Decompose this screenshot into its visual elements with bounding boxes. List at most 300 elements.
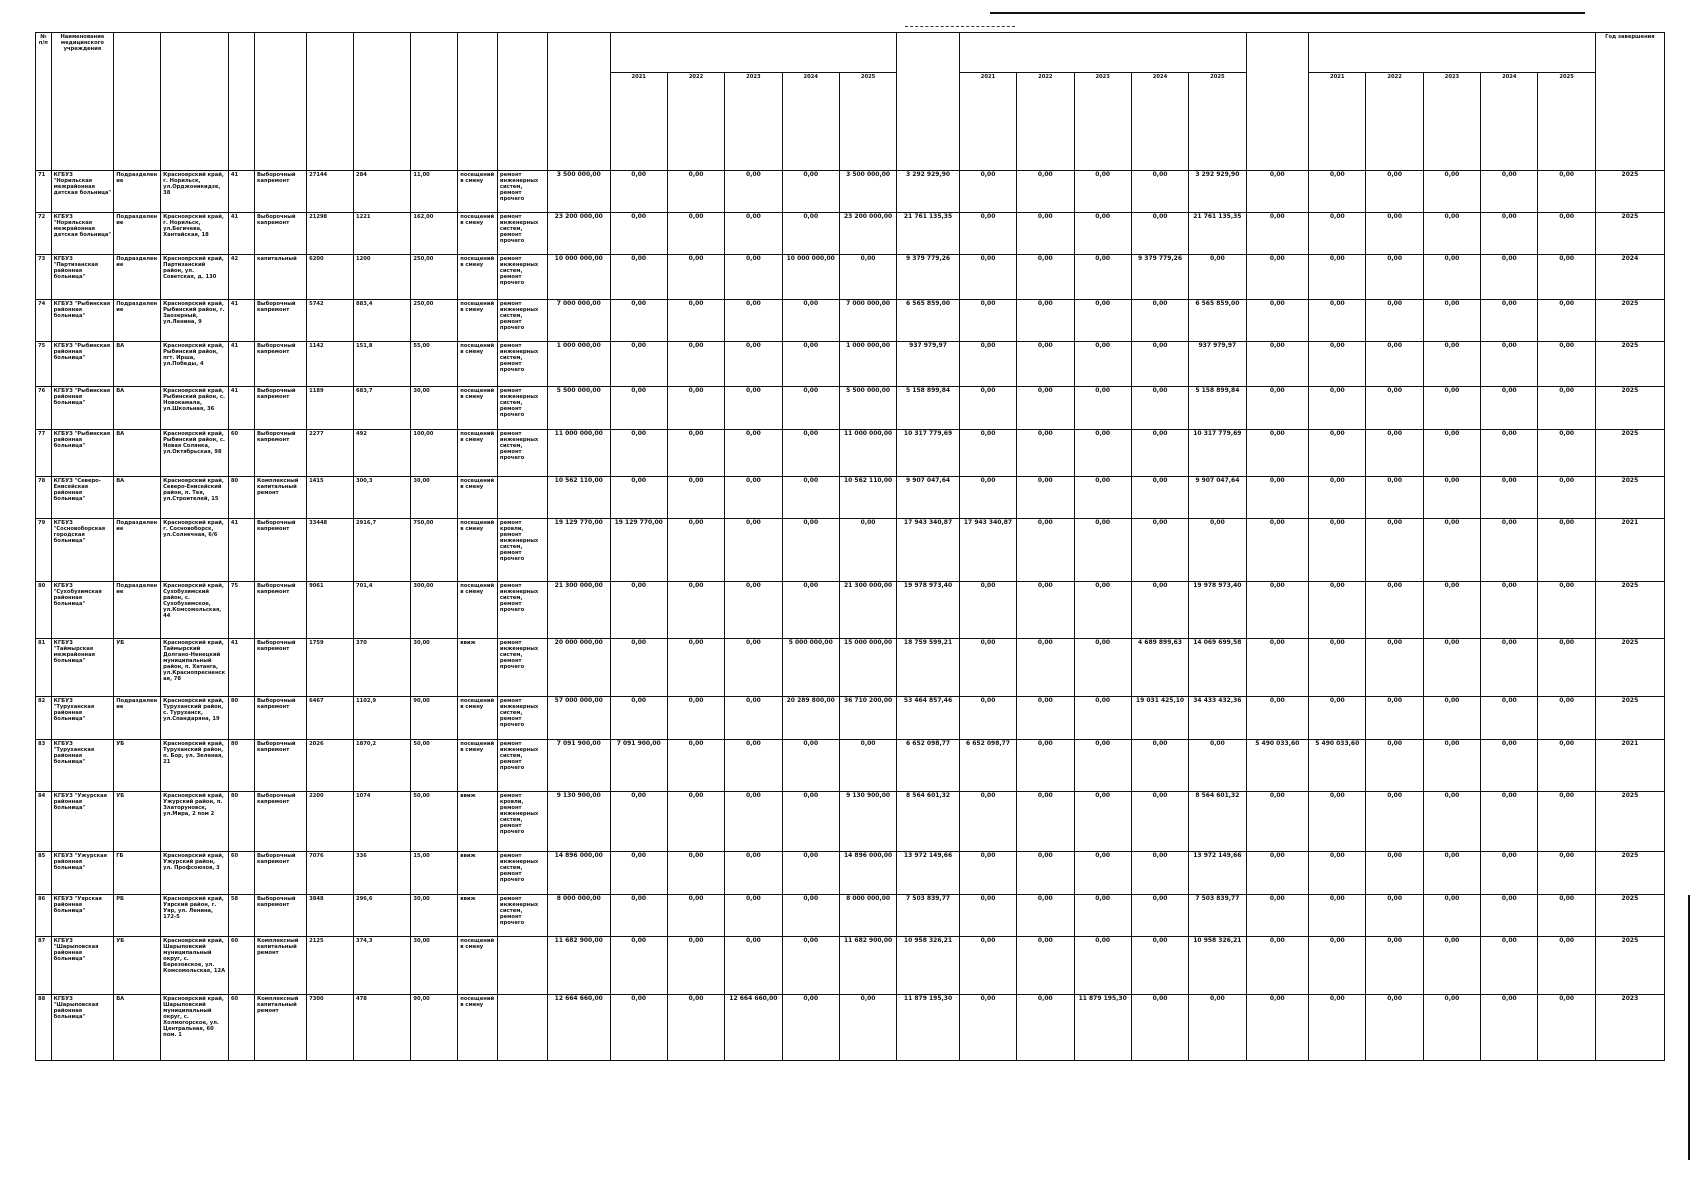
placement-type: УБ <box>114 740 161 792</box>
regional-2024: 0,00 <box>1481 342 1538 387</box>
power-unit: посещений в смену <box>458 213 498 255</box>
regional-cost: 0,00 <box>1246 582 1309 639</box>
regional-cost: 0,00 <box>1246 895 1309 937</box>
regional-2021: 0,00 <box>1309 792 1366 852</box>
federal-2024: 0,00 <box>1131 477 1188 519</box>
regional-2022: 0,00 <box>1366 792 1423 852</box>
hdr-power <box>411 33 458 171</box>
federal-2024: 0,00 <box>1131 171 1188 213</box>
regional-2024: 0,00 <box>1481 639 1538 697</box>
budget-2022: 0,00 <box>667 213 724 255</box>
federal-2022: 0,00 <box>1017 937 1074 995</box>
regional-2025: 0,00 <box>1538 255 1595 300</box>
row-number: 79 <box>36 519 52 582</box>
institution-name: КГБУЗ "Туруханская районная больница" <box>51 740 114 792</box>
federal-2021: 0,00 <box>959 792 1016 852</box>
budget-2021: 19 129 770,00 <box>610 519 667 582</box>
regional-2024: 0,00 <box>1481 582 1538 639</box>
regional-2023: 0,00 <box>1423 740 1480 792</box>
budget-2022: 0,00 <box>667 895 724 937</box>
regional-cost: 0,00 <box>1246 519 1309 582</box>
federal-2022: 0,00 <box>1017 639 1074 697</box>
repair-type: Выборочный капремонт <box>254 430 306 477</box>
hdr-area <box>354 33 411 171</box>
wear-percent: 41 <box>228 171 254 213</box>
federal-2024: 0,00 <box>1131 300 1188 342</box>
regional-2022: 0,00 <box>1366 582 1423 639</box>
regional-2022: 0,00 <box>1366 937 1423 995</box>
federal-2024: 0,00 <box>1131 792 1188 852</box>
federal-2024: 19 031 425,10 <box>1131 697 1188 740</box>
federal-2022: 0,00 <box>1017 697 1074 740</box>
regional-2021: 0,00 <box>1309 477 1366 519</box>
year-head: 2021 <box>959 73 1016 171</box>
regional-2021: 0,00 <box>1309 697 1366 740</box>
federal-cost: 11 879 195,30 <box>897 995 960 1061</box>
federal-2023: 0,00 <box>1074 582 1131 639</box>
object-power: 50,00 <box>411 740 458 792</box>
federal-2025: 937 979,97 <box>1189 342 1246 387</box>
budget-2021: 0,00 <box>610 300 667 342</box>
object-power: 50,00 <box>411 792 458 852</box>
object-area: 1102,9 <box>354 697 411 740</box>
regional-2021: 0,00 <box>1309 937 1366 995</box>
federal-2023: 0,00 <box>1074 697 1131 740</box>
planned-cost: 7 000 000,00 <box>547 300 610 342</box>
planned-cost: 10 000 000,00 <box>547 255 610 300</box>
object-power: 250,00 <box>411 300 458 342</box>
placement-type: УБ <box>114 937 161 995</box>
placement-type: Подразделение <box>114 582 161 639</box>
institution-name: КГБУЗ "Ужурская районная больница" <box>51 852 114 895</box>
budget-2025: 36 710 200,00 <box>839 697 896 740</box>
regional-2022: 0,00 <box>1366 430 1423 477</box>
federal-cost: 6 565 859,00 <box>897 300 960 342</box>
regional-2025: 0,00 <box>1538 895 1595 937</box>
regional-2025: 0,00 <box>1538 995 1595 1061</box>
wear-percent: 60 <box>228 430 254 477</box>
end-year: 2025 <box>1595 213 1664 255</box>
repair-type: Выборочный капремонт <box>254 342 306 387</box>
object-address: Красноярский край, г. Норильск, ул.Орджоникидзе, 38 <box>161 171 229 213</box>
regional-2022: 0,00 <box>1366 697 1423 740</box>
planned-cost: 21 300 000,00 <box>547 582 610 639</box>
year-head: 2023 <box>725 73 782 171</box>
regional-2021: 0,00 <box>1309 300 1366 342</box>
federal-2022: 0,00 <box>1017 477 1074 519</box>
table-row <box>36 792 1665 852</box>
wear-percent: 41 <box>228 387 254 430</box>
object-area: 883,4 <box>354 300 411 342</box>
federal-2023: 0,00 <box>1074 519 1131 582</box>
budget-2024: 0,00 <box>782 582 839 639</box>
federal-cost: 7 503 839,77 <box>897 895 960 937</box>
federal-2023: 0,00 <box>1074 477 1131 519</box>
federal-2021: 0,00 <box>959 255 1016 300</box>
regional-2023: 0,00 <box>1423 213 1480 255</box>
regional-2024: 0,00 <box>1481 895 1538 937</box>
placement-type: ВА <box>114 477 161 519</box>
budget-2024: 20 289 800,00 <box>782 697 839 740</box>
work-list: ремонт инженерных систем, ремонт прочего <box>497 255 547 300</box>
federal-2022: 0,00 <box>1017 387 1074 430</box>
regional-2022: 0,00 <box>1366 300 1423 342</box>
table-row <box>36 740 1665 792</box>
power-unit: ввиж <box>458 792 498 852</box>
budget-2024: 0,00 <box>782 430 839 477</box>
federal-cost: 19 978 973,40 <box>897 582 960 639</box>
federal-2022: 0,00 <box>1017 171 1074 213</box>
wear-percent: 42 <box>228 255 254 300</box>
end-year: 2025 <box>1595 639 1664 697</box>
regional-2025: 0,00 <box>1538 582 1595 639</box>
table-row <box>36 171 1665 213</box>
row-number: 87 <box>36 937 52 995</box>
planned-cost: 8 000 000,00 <box>547 895 610 937</box>
federal-2021: 0,00 <box>959 300 1016 342</box>
federal-2024: 0,00 <box>1131 430 1188 477</box>
federal-2022: 0,00 <box>1017 895 1074 937</box>
power-unit: посещений в смену <box>458 477 498 519</box>
object-address: Красноярский край, г. Норильск, ул.Бегичева, Хантайская, 18 <box>161 213 229 255</box>
federal-2025: 9 907 047,64 <box>1189 477 1246 519</box>
budget-2022: 0,00 <box>667 852 724 895</box>
power-unit: посещений в смену <box>458 519 498 582</box>
power-unit: посещений в смену <box>458 342 498 387</box>
wear-percent: 41 <box>228 300 254 342</box>
power-unit: посещений в смену <box>458 740 498 792</box>
federal-cost: 6 652 098,77 <box>897 740 960 792</box>
planned-cost: 12 664 660,00 <box>547 995 610 1061</box>
federal-2022: 0,00 <box>1017 852 1074 895</box>
federal-2025: 0,00 <box>1189 740 1246 792</box>
institution-name: КГБУЗ "Сухобузимская районная больница" <box>51 582 114 639</box>
budget-2022: 0,00 <box>667 430 724 477</box>
wear-percent: 75 <box>228 582 254 639</box>
federal-2025: 19 978 973,40 <box>1189 582 1246 639</box>
regional-2024: 0,00 <box>1481 387 1538 430</box>
hdr-unit <box>458 33 498 171</box>
year-head: 2022 <box>1017 73 1074 171</box>
budget-2021: 7 091 900,00 <box>610 740 667 792</box>
hdr-wear <box>228 33 254 171</box>
object-power: 30,00 <box>411 387 458 430</box>
regional-2021: 0,00 <box>1309 430 1366 477</box>
federal-2021: 0,00 <box>959 995 1016 1061</box>
year-head: 2021 <box>610 73 667 171</box>
regional-cost: 0,00 <box>1246 639 1309 697</box>
building-volume: 5742 <box>307 300 354 342</box>
building-volume: 6467 <box>307 697 354 740</box>
federal-2021: 0,00 <box>959 477 1016 519</box>
federal-cost: 937 979,97 <box>897 342 960 387</box>
regional-cost: 0,00 <box>1246 171 1309 213</box>
object-power: 30,00 <box>411 639 458 697</box>
federal-2022: 0,00 <box>1017 582 1074 639</box>
object-area: 370 <box>354 639 411 697</box>
building-volume: 2026 <box>307 740 354 792</box>
institution-name: КГБУЗ "Рыбинская районная больница" <box>51 342 114 387</box>
table-row <box>36 430 1665 477</box>
object-address: Красноярский край, Рыбинский район, с. Новая Солянка, ул.Октябрьская, 98 <box>161 430 229 477</box>
federal-cost: 9 907 047,64 <box>897 477 960 519</box>
budget-2025: 21 300 000,00 <box>839 582 896 639</box>
regional-2021: 0,00 <box>1309 342 1366 387</box>
row-number: 85 <box>36 852 52 895</box>
budget-2023: 0,00 <box>725 213 782 255</box>
regional-cost: 0,00 <box>1246 387 1309 430</box>
power-unit: посещений в смену <box>458 255 498 300</box>
row-number: 76 <box>36 387 52 430</box>
year-head: 2024 <box>1131 73 1188 171</box>
regional-2021: 0,00 <box>1309 852 1366 895</box>
hdr-volume <box>307 33 354 171</box>
table-row <box>36 582 1665 639</box>
object-power: 300,00 <box>411 582 458 639</box>
wear-percent: 41 <box>228 342 254 387</box>
work-list <box>497 937 547 995</box>
regional-2024: 0,00 <box>1481 255 1538 300</box>
object-address: Красноярский край, Ужурский район, ул. Профсоюзов, 3 <box>161 852 229 895</box>
renovation-table <box>35 32 1665 1061</box>
federal-2021: 0,00 <box>959 582 1016 639</box>
table-row <box>36 697 1665 740</box>
object-area: 1221 <box>354 213 411 255</box>
federal-2025: 13 972 149,66 <box>1189 852 1246 895</box>
repair-type: капитальный <box>254 255 306 300</box>
work-list: ремонт инженерных систем, ремонт прочего <box>497 387 547 430</box>
building-volume: 6200 <box>307 255 354 300</box>
federal-2021: 0,00 <box>959 639 1016 697</box>
end-year: 2025 <box>1595 430 1664 477</box>
federal-cost: 21 761 135,35 <box>897 213 960 255</box>
budget-2023: 0,00 <box>725 300 782 342</box>
federal-2021: 0,00 <box>959 171 1016 213</box>
object-address: Красноярский край, Рыбинский район, г. Заозерный, ул.Ленина, 9 <box>161 300 229 342</box>
building-volume: 1189 <box>307 387 354 430</box>
budget-2024: 0,00 <box>782 852 839 895</box>
planned-cost: 9 130 900,00 <box>547 792 610 852</box>
work-list <box>497 995 547 1061</box>
hdr-federal-cost <box>897 33 960 171</box>
building-volume: 7076 <box>307 852 354 895</box>
row-number: 83 <box>36 740 52 792</box>
federal-2022: 0,00 <box>1017 519 1074 582</box>
federal-cost: 17 943 340,87 <box>897 519 960 582</box>
hdr-federal-group <box>959 33 1246 73</box>
wear-percent: 58 <box>228 895 254 937</box>
budget-2024: 0,00 <box>782 342 839 387</box>
federal-cost: 5 158 899,84 <box>897 387 960 430</box>
building-volume: 1142 <box>307 342 354 387</box>
object-power: 30,00 <box>411 477 458 519</box>
federal-2025: 10 958 326,21 <box>1189 937 1246 995</box>
budget-2025: 5 500 000,00 <box>839 387 896 430</box>
budget-2021: 0,00 <box>610 255 667 300</box>
object-address: Красноярский край, г. Сосновоборск, ул.Солнечная, 6/6 <box>161 519 229 582</box>
work-list: ремонт инженерных систем, ремонт прочего <box>497 213 547 255</box>
object-area: 683,7 <box>354 387 411 430</box>
federal-2021: 0,00 <box>959 895 1016 937</box>
planned-cost: 20 000 000,00 <box>547 639 610 697</box>
federal-2022: 0,00 <box>1017 300 1074 342</box>
regional-2024: 0,00 <box>1481 852 1538 895</box>
object-address: Красноярский край, Туруханский район, п. Бор, ул. Зеленая, 21 <box>161 740 229 792</box>
end-year: 2025 <box>1595 895 1664 937</box>
federal-cost: 10 317 779,69 <box>897 430 960 477</box>
object-power: 30,00 <box>411 937 458 995</box>
hdr-regional-group <box>1309 33 1596 73</box>
repair-type: Выборочный капремонт <box>254 852 306 895</box>
object-address: Красноярский край, Шарыповский муниципальный округ, с. Холмогорское, ул. Центральная, 60 пом. 1 <box>161 995 229 1061</box>
power-unit: посещений в смену <box>458 995 498 1061</box>
budget-2025: 0,00 <box>839 519 896 582</box>
regional-cost: 0,00 <box>1246 255 1309 300</box>
federal-2024: 0,00 <box>1131 937 1188 995</box>
repair-type: Выборочный капремонт <box>254 213 306 255</box>
end-year: 2025 <box>1595 342 1664 387</box>
planned-cost: 5 500 000,00 <box>547 387 610 430</box>
year-head: 2022 <box>667 73 724 171</box>
federal-2023: 0,00 <box>1074 171 1131 213</box>
budget-2022: 0,00 <box>667 697 724 740</box>
regional-2025: 0,00 <box>1538 740 1595 792</box>
budget-2021: 0,00 <box>610 387 667 430</box>
federal-2024: 9 379 779,26 <box>1131 255 1188 300</box>
federal-2025: 5 158 899,84 <box>1189 387 1246 430</box>
federal-2022: 0,00 <box>1017 740 1074 792</box>
budget-2021: 0,00 <box>610 171 667 213</box>
regional-2022: 0,00 <box>1366 852 1423 895</box>
federal-2024: 0,00 <box>1131 995 1188 1061</box>
budget-2023: 0,00 <box>725 519 782 582</box>
budget-2024: 0,00 <box>782 171 839 213</box>
budget-2021: 0,00 <box>610 697 667 740</box>
budget-2021: 0,00 <box>610 792 667 852</box>
hdr-cost <box>547 33 610 171</box>
wear-percent: 41 <box>228 639 254 697</box>
federal-2021: 0,00 <box>959 937 1016 995</box>
federal-cost: 18 759 599,21 <box>897 639 960 697</box>
object-area: 701,4 <box>354 582 411 639</box>
federal-2021: 6 652 098,77 <box>959 740 1016 792</box>
placement-type: ВА <box>114 430 161 477</box>
budget-2023: 0,00 <box>725 792 782 852</box>
budget-2021: 0,00 <box>610 342 667 387</box>
object-area: 300,3 <box>354 477 411 519</box>
year-head: 2022 <box>1366 73 1423 171</box>
regional-2023: 0,00 <box>1423 255 1480 300</box>
placement-type: УБ <box>114 639 161 697</box>
federal-2022: 0,00 <box>1017 792 1074 852</box>
table-body <box>36 171 1665 1061</box>
regional-2022: 0,00 <box>1366 639 1423 697</box>
table-row <box>36 937 1665 995</box>
power-unit: посещений в смену <box>458 697 498 740</box>
regional-2023: 0,00 <box>1423 171 1480 213</box>
building-volume: 2200 <box>307 792 354 852</box>
regional-2021: 5 490 033,60 <box>1309 740 1366 792</box>
building-volume: 27144 <box>307 171 354 213</box>
repair-type: Выборочный капремонт <box>254 639 306 697</box>
regional-2022: 0,00 <box>1366 740 1423 792</box>
budget-2023: 0,00 <box>725 255 782 300</box>
federal-2021: 0,00 <box>959 387 1016 430</box>
regional-2024: 0,00 <box>1481 213 1538 255</box>
institution-name: КГБУЗ "Туруханская районная больница" <box>51 697 114 740</box>
regional-2024: 0,00 <box>1481 740 1538 792</box>
regional-2025: 0,00 <box>1538 342 1595 387</box>
federal-2023: 0,00 <box>1074 895 1131 937</box>
table-row <box>36 213 1665 255</box>
top-dash <box>905 26 1015 27</box>
building-volume: 21298 <box>307 213 354 255</box>
repair-type: Выборочный капремонт <box>254 582 306 639</box>
power-unit: посещений в смену <box>458 171 498 213</box>
regional-2023: 0,00 <box>1423 477 1480 519</box>
end-year: 2021 <box>1595 740 1664 792</box>
row-number: 88 <box>36 995 52 1061</box>
federal-2024: 0,00 <box>1131 213 1188 255</box>
budget-2025: 9 130 900,00 <box>839 792 896 852</box>
regional-2024: 0,00 <box>1481 171 1538 213</box>
federal-cost: 8 564 601,32 <box>897 792 960 852</box>
regional-2021: 0,00 <box>1309 995 1366 1061</box>
object-area: 492 <box>354 430 411 477</box>
placement-type: Подразделение <box>114 171 161 213</box>
regional-2023: 0,00 <box>1423 639 1480 697</box>
budget-2024: 0,00 <box>782 895 839 937</box>
work-list: ремонт инженерных систем, ремонт прочего <box>497 342 547 387</box>
federal-2025: 10 317 779,69 <box>1189 430 1246 477</box>
federal-cost: 10 958 326,21 <box>897 937 960 995</box>
budget-2023: 12 664 660,00 <box>725 995 782 1061</box>
budget-2024: 0,00 <box>782 213 839 255</box>
federal-2022: 0,00 <box>1017 213 1074 255</box>
table-row <box>36 255 1665 300</box>
budget-2021: 0,00 <box>610 213 667 255</box>
regional-2025: 0,00 <box>1538 937 1595 995</box>
wear-percent: 60 <box>228 995 254 1061</box>
regional-2024: 0,00 <box>1481 995 1538 1061</box>
table-row <box>36 342 1665 387</box>
end-year: 2025 <box>1595 300 1664 342</box>
regional-2025: 0,00 <box>1538 300 1595 342</box>
row-number: 72 <box>36 213 52 255</box>
federal-2025: 0,00 <box>1189 995 1246 1061</box>
planned-cost: 10 562 110,00 <box>547 477 610 519</box>
work-list: ремонт инженерных систем, ремонт прочего <box>497 697 547 740</box>
federal-2024: 0,00 <box>1131 342 1188 387</box>
placement-type: Подразделение <box>114 300 161 342</box>
federal-2021: 0,00 <box>959 213 1016 255</box>
federal-2024: 0,00 <box>1131 740 1188 792</box>
budget-2024: 0,00 <box>782 300 839 342</box>
budget-2022: 0,00 <box>667 792 724 852</box>
regional-2025: 0,00 <box>1538 171 1595 213</box>
object-power: 90,00 <box>411 697 458 740</box>
placement-type: Подразделение <box>114 519 161 582</box>
hdr-num: № п/п <box>36 33 52 171</box>
regional-2022: 0,00 <box>1366 387 1423 430</box>
building-volume: 3848 <box>307 895 354 937</box>
federal-2024: 0,00 <box>1131 582 1188 639</box>
federal-2024: 0,00 <box>1131 852 1188 895</box>
federal-cost: 13 972 149,66 <box>897 852 960 895</box>
wear-percent: 41 <box>228 213 254 255</box>
end-year: 2025 <box>1595 387 1664 430</box>
object-area: 336 <box>354 852 411 895</box>
